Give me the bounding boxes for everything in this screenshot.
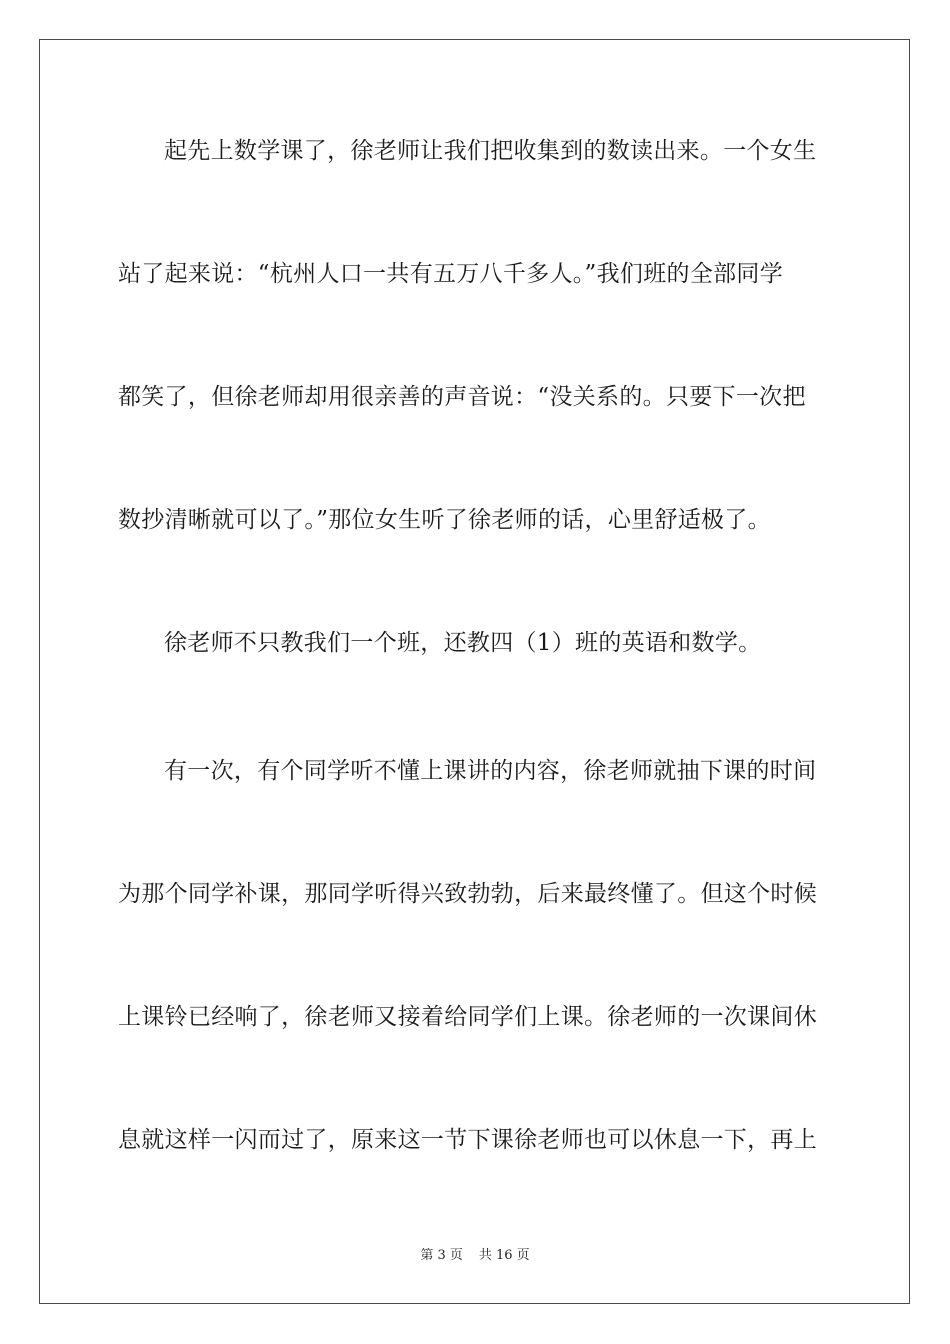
- text-line: 站了起来说：“杭州人口一共有五万八千多人。”我们班的全部同学: [118, 261, 784, 287]
- page-number: 第 3 页: [420, 1248, 463, 1263]
- text-line: 有一次，有个同学听不懂上课讲的内容，徐老师就抽下课的时间: [164, 758, 817, 784]
- text-line: 为那个同学补课，那同学听得兴致勃勃，后来最终懂了。但这个时候: [118, 881, 817, 907]
- page-border: [39, 39, 910, 1304]
- text-line: 上课铃已经响了，徐老师又接着给同学们上课。徐老师的一次课间休: [118, 1004, 817, 1030]
- total-pages: 共 16 页: [478, 1248, 530, 1263]
- text-line: 起先上数学课了，徐老师让我们把收集到的数读出来。一个女生: [164, 138, 817, 164]
- text-line: 数抄清晰就可以了。”那位女生听了徐老师的话，心里舒适极了。: [118, 507, 771, 533]
- text-line: 徐老师不只教我们一个班，还教四（1）班的英语和数学。: [164, 630, 762, 656]
- text-line: 都笑了，但徐老师却用很亲善的声音说：“没关系的。只要下一次把: [118, 384, 806, 410]
- text-line: 息就这样一闪而过了，原来这一节下课徐老师也可以休息一下，再上: [118, 1127, 817, 1153]
- page-footer: [0, 1248, 950, 1264]
